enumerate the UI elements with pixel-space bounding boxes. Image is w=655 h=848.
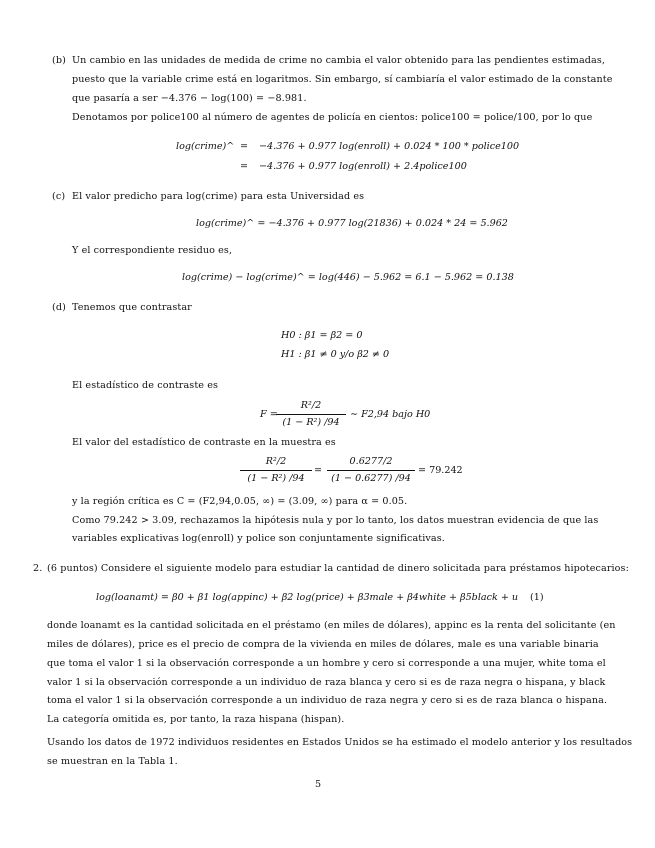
sample-stat-equals: = <box>314 465 323 476</box>
question-2-p1-line-3: que toma el valor 1 si la observación corresponde a un hombre y cero si corresponde a una mujer, white toma el <box>47 658 606 669</box>
part-b-eq1-equals: = <box>240 141 249 152</box>
part-b-eq2-equals: = <box>240 161 249 172</box>
part-d-line-4: y la región crítica es C = (F2,94,0.05, ∞) = (3.09, ∞) para α = 0.05. <box>72 496 408 507</box>
sample-stat-denominator-1: (1 − R²) /94 <box>247 473 305 484</box>
part-d-line-5: Como 79.242 > 3.09, rechazamos la hipótesis nula y por lo tanto, los datos muestran evidencia de que las <box>72 515 599 526</box>
part-b-eq1-lhs: log(crime)^ <box>176 141 235 152</box>
part-b-label: (b) <box>52 55 66 66</box>
question-2-p1-line-6: La categoría omitida es, por tanto, la raza hispana (hispan). <box>47 714 345 725</box>
f-stat-denominator: (1 − R²) /94 <box>282 417 340 428</box>
part-d-line-6: variables explicativas log(enroll) y police son conjuntamente significativas. <box>72 533 445 544</box>
part-c-line-1: El valor predicho para log(crime) para esta Universidad es <box>72 191 365 202</box>
sample-stat-numerator-1: R²/2 <box>265 456 287 467</box>
sample-stat-bar-2 <box>327 470 415 471</box>
part-b-line-4: Denotamos por police100 al número de agentes de policía en cientos: police100 = police/100, por lo que <box>72 112 593 123</box>
part-d-line-1: Tenemos que contrastar <box>72 302 192 313</box>
part-d-line-2: El estadístico de contraste es <box>72 380 219 391</box>
model-equation-number: (1) <box>530 592 544 603</box>
sample-stat-numerator-2: 0.6277/2 <box>349 456 393 467</box>
part-b-line-1: Un cambio en las unidades de medida de crime no cambia el valor obtenido para las pendientes estimadas, <box>72 55 606 66</box>
question-2-p2-line-2: se muestran en la Tabla 1. <box>47 756 178 767</box>
question-2-p1-line-5: toma el valor 1 si la observación corresponde a un individuo de raza negra y cero si es de raza blanca o hispana. <box>47 695 608 706</box>
sample-stat-bar-1 <box>240 470 312 471</box>
f-stat-fraction-bar <box>276 414 346 415</box>
model-equation: log(loanamt) = β0 + β1 log(appinc) + β2 log(price) + β3male + β4white + β5black + u <box>96 592 519 603</box>
sample-stat-denominator-2: (1 − 0.6277) /94 <box>331 473 411 484</box>
part-b-line-2: puesto que la variable crime está en logaritmos. Sin embargo, sí cambiaría el valor estimado de la constante <box>72 74 613 85</box>
f-stat-lhs: F = <box>260 409 278 420</box>
part-c-line-2: Y el correspondiente residuo es, <box>72 245 233 256</box>
question-2-label: 2. <box>33 563 43 574</box>
question-2-p1-line-2: miles de dólares), price es el precio de compra de la vivienda en miles de dólares, male es una variable binaria <box>47 639 599 650</box>
part-b-eq1-rhs: −4.376 + 0.977 log(enroll) + 0.024 * 100 * police100 <box>259 141 520 152</box>
part-b-line-3: que pasaría a ser −4.376 − log(100) = −8.981. <box>72 93 307 104</box>
f-stat-numerator: R²/2 <box>300 400 322 411</box>
question-2-p2-line-1: Usando los datos de 1972 individuos residentes en Estados Unidos se ha estimado el modelo anterior y los resultados <box>47 737 633 748</box>
question-2-line-1: (6 puntos) Considere el siguiente modelo para estudiar la cantidad de dinero solicitada para préstamos hipotecarios: <box>47 563 629 574</box>
hypothesis-alternative: H1 : β1 ≠ 0 y/o β2 ≠ 0 <box>281 349 390 360</box>
part-b-eq2-rhs: −4.376 + 0.977 log(enroll) + 2.4police100 <box>259 161 467 172</box>
part-c-eq-residual: log(crime) − log(crime)^ = log(446) − 5.962 = 6.1 − 5.962 = 0.138 <box>182 272 514 283</box>
part-c-label: (c) <box>52 191 66 202</box>
part-d-label: (d) <box>52 302 66 313</box>
page-number: 5 <box>315 779 322 790</box>
sample-stat-value: = 79.242 <box>418 465 463 476</box>
part-c-eq-predicted: log(crime)^ = −4.376 + 0.977 log(21836) + 0.024 * 24 = 5.962 <box>196 218 508 229</box>
hypothesis-null: H0 : β1 = β2 = 0 <box>281 330 363 341</box>
question-2-p1-line-1: donde loanamt es la cantidad solicitada en el préstamo (en miles de dólares), appinc es la renta del solicitante (en <box>47 620 616 631</box>
part-d-line-3: El valor del estadístico de contraste en la muestra es <box>72 437 336 448</box>
f-stat-distribution: ∼ F2,94 bajo H0 <box>350 409 431 420</box>
question-2-p1-line-4: valor 1 si la observación corresponde a un individuo de raza blanca y cero si es de raza negra o hispana, y black <box>47 677 606 688</box>
